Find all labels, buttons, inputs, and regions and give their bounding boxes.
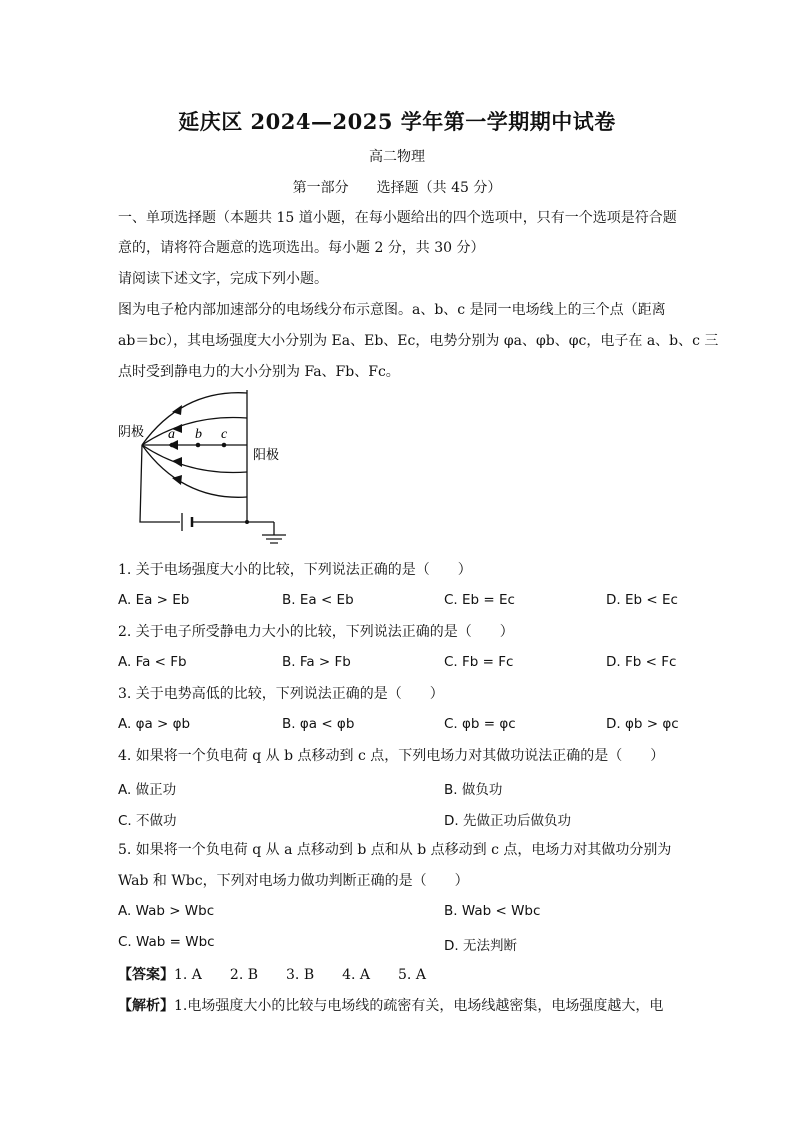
question-3-stem: 3. 关于电势高低的比较，下列说法正确的是（ ） bbox=[118, 686, 444, 702]
section-heading-line1: 一、单项选择题（本题共 15 道小题，在每小题给出的四个选项中，只有一个选项是符合题 bbox=[118, 210, 677, 226]
ground-icon bbox=[262, 535, 286, 543]
anode-label: 阳极 bbox=[253, 448, 280, 463]
question-2-stem: 2. 关于电子所受静电力大小的比较，下列说法正确的是（ ） bbox=[118, 624, 514, 640]
q1-option-b: B. Ea < Eb bbox=[282, 592, 354, 608]
q5-option-c: C. Wab = Wbc bbox=[118, 934, 215, 950]
point-a-label: a bbox=[168, 427, 175, 442]
page-title: 延庆区 2024—2025 学年第一学期期中试卷 bbox=[178, 109, 616, 134]
point-a-dot bbox=[170, 443, 175, 448]
q3-option-c: C. φb = φc bbox=[444, 716, 516, 732]
point-c-label: c bbox=[221, 427, 228, 442]
passage-line1: 图为电子枪内部加速部分的电场线分布示意图。a、b、c 是同一电场线上的三个点（距离 bbox=[118, 302, 666, 318]
q4-option-c: C. 不做功 bbox=[118, 813, 177, 829]
question-4-stem: 4. 如果将一个负电荷 q 从 b 点移动到 c 点，下列电场力对其做功说法正确的是（ ） bbox=[118, 748, 665, 764]
q4-option-d: D. 先做正功后做负功 bbox=[444, 813, 571, 829]
q2-option-b: B. Fa > Fb bbox=[282, 654, 351, 670]
cathode-label: 阴极 bbox=[118, 425, 145, 440]
q3-option-b: B. φa < φb bbox=[282, 716, 355, 732]
q1-option-a: A. Ea > Eb bbox=[118, 592, 190, 608]
analysis-line bbox=[118, 996, 663, 1016]
electric-field-diagram bbox=[112, 385, 302, 555]
q5-option-a: A. Wab > Wbc bbox=[118, 903, 215, 919]
instruction: 请阅读下述文字，完成下列小题。 bbox=[118, 271, 328, 287]
answer-text: 1. A 2. B 3. B 4. A 5. A bbox=[174, 967, 426, 983]
passage-line2: ab＝bc），其电场强度大小分别为 Ea、Eb、Ec，电势分别为 φa、φb、φc，电子在 a、b、c 三 bbox=[118, 333, 719, 349]
point-b-dot bbox=[196, 443, 201, 448]
q3-option-a: A. φa > φb bbox=[118, 716, 191, 732]
q2-option-c: C. Fb = Fc bbox=[444, 654, 514, 670]
answer-label: 【答案】 bbox=[118, 967, 174, 983]
question-5-stem-line1: 5. 如果将一个负电荷 q 从 a 点移动到 b 点和从 b 点移动到 c 点，电场力对其做功分别为 bbox=[118, 842, 672, 858]
subject-title: 高二物理 bbox=[369, 149, 425, 165]
passage-line3: 点时受到静电力的大小分别为 Fa、Fb、Fc。 bbox=[118, 364, 400, 380]
q2-option-a: A. Fa < Fb bbox=[118, 654, 187, 670]
q5-option-b: B. Wab < Wbc bbox=[444, 903, 541, 919]
point-b-label: b bbox=[195, 427, 202, 442]
q4-option-b: B. 做负功 bbox=[444, 782, 503, 798]
answer-line bbox=[118, 965, 426, 985]
q2-option-d: D. Fb < Fc bbox=[606, 654, 677, 670]
section-heading-line2: 意的，请将符合题意的选项选出。每小题 2 分，共 30 分） bbox=[118, 240, 485, 256]
part-heading: 第一部分 选择题（共 45 分） bbox=[292, 180, 502, 196]
q4-option-a: A. 做正功 bbox=[118, 782, 177, 798]
q3-option-d: D. φb > φc bbox=[606, 716, 679, 732]
q1-option-c: C. Eb = Ec bbox=[444, 592, 515, 608]
q1-option-d: D. Eb < Ec bbox=[606, 592, 678, 608]
field-line-5 bbox=[142, 445, 247, 497]
point-c-dot bbox=[222, 443, 227, 448]
field-line-4 bbox=[142, 445, 247, 473]
q5-option-d: D. 无法判断 bbox=[444, 938, 517, 954]
question-1-stem: 1. 关于电场强度大小的比较，下列说法正确的是（ ） bbox=[118, 562, 472, 578]
analysis-label: 【解析】 bbox=[118, 998, 174, 1014]
question-5-stem-line2: Wab 和 Wbc，下列对电场力做功判断正确的是（ ） bbox=[118, 873, 469, 889]
analysis-text: 1.电场强度大小的比较与电场线的疏密有关，电场线越密集，电场强度越大，电 bbox=[174, 998, 664, 1014]
circuit-wire-left bbox=[140, 445, 180, 522]
